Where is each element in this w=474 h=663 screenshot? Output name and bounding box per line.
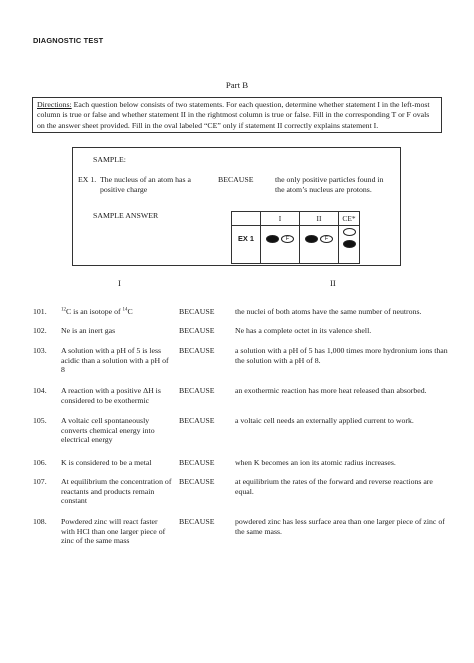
column-head-I: I <box>118 278 121 288</box>
grid-cell-CE <box>339 226 360 264</box>
oval-false: F <box>281 235 294 243</box>
directions-box <box>32 97 442 133</box>
sample-title: SAMPLE: <box>93 155 126 164</box>
question-number: 107. <box>33 477 47 486</box>
grid-col-II: II <box>300 212 339 226</box>
question-statement-2: at equilibrium the rates of the forward and reverse reactions are equal. <box>235 477 433 496</box>
question-statement-1: Ne is an inert gas <box>61 326 116 335</box>
grid-col-I: I <box>261 212 300 226</box>
question-because: BECAUSE <box>179 386 215 395</box>
oval-true-filled <box>305 235 318 243</box>
oval-true-filled <box>266 235 279 243</box>
grid-cell-I <box>261 226 300 264</box>
question-statement-2: the nuclei of both atoms have the same number of neutrons. <box>235 307 422 316</box>
question-statement-1: At equilibrium the concentration of reactants and products remain constant <box>61 477 172 506</box>
question-number: 102. <box>33 326 47 335</box>
oval-ce-empty <box>343 228 356 236</box>
question-statement-2: a solution with a pH of 5 has 1,000 times more hydronium ions than the solution with a pH of 8. <box>235 346 448 365</box>
sample-answer-title: SAMPLE ANSWER <box>93 211 159 220</box>
part-title: Part B <box>225 80 249 90</box>
sample-statement-1: The nucleus of an atom has a positive charge <box>100 175 191 194</box>
sample-answer-grid <box>231 211 360 264</box>
directions-label: Directions: <box>37 100 72 109</box>
directions-text: Each question below consists of two statements. For each question, determine whether statement I in the left-most column is true or false and whether statement II in the rightmost column is true or false. Fill in the corresponding T or F ovals on the answer sheet provided. Fill in the oval labeled “CE” only if statement II correctly explains statement I. <box>37 100 430 130</box>
question-statement-2: Ne has a complete octet in its valence shell. <box>235 326 372 335</box>
question-because: BECAUSE <box>179 326 215 335</box>
question-number: 103. <box>33 346 47 355</box>
grid-cell-II <box>300 226 339 264</box>
question-statement-1: A voltaic cell spontaneously converts chemical energy into electrical energy <box>61 416 155 445</box>
question-statement-2: a voltaic cell needs an externally applied current to work. <box>235 416 414 425</box>
question-statement-1: Powdered zinc will react faster with HCl than one larger piece of zinc of the same mass <box>61 517 166 546</box>
grid-row-label: EX 1 <box>232 226 261 264</box>
question-statement-1: A reaction with a positive ΔH is considered to be exothermic <box>61 386 161 405</box>
oval-ce-filled <box>343 240 356 248</box>
question-number: 101. <box>33 307 47 316</box>
sample-ex-label: EX 1. <box>78 175 97 184</box>
question-statement-2: when K becomes an ion its atomic radius increases. <box>235 458 396 467</box>
question-number: 105. <box>33 416 47 425</box>
question-statement-1: K is considered to be a metal <box>61 458 152 467</box>
question-because: BECAUSE <box>179 477 215 486</box>
question-number: 106. <box>33 458 47 467</box>
sample-because: BECAUSE <box>218 175 254 184</box>
question-because: BECAUSE <box>179 416 215 425</box>
question-because: BECAUSE <box>179 458 215 467</box>
question-number: 104. <box>33 386 47 395</box>
column-head-II: II <box>330 278 336 288</box>
oval-false: F <box>320 235 333 243</box>
question-because: BECAUSE <box>179 517 215 526</box>
grid-corner <box>232 212 261 226</box>
question-statement-1: A solution with a pH of 5 is less acidic than a solution with a pH of 8 <box>61 346 169 375</box>
page-header: DIAGNOSTIC TEST <box>33 36 104 45</box>
question-because: BECAUSE <box>179 346 215 355</box>
question-number: 108. <box>33 517 47 526</box>
sample-statement-2: the only positive particles found in the atom’s nucleus are protons. <box>275 175 384 194</box>
question-statement-1: $^{12}$C is an isotope of $^{14}$C <box>61 307 133 316</box>
question-because: BECAUSE <box>179 307 215 316</box>
question-statement-2: powdered zinc has less surface area than one larger piece of zinc of the same mass. <box>235 517 445 536</box>
grid-col-CE: CE* <box>339 212 360 226</box>
question-statement-2: an exothermic reaction has more heat released than absorbed. <box>235 386 427 395</box>
